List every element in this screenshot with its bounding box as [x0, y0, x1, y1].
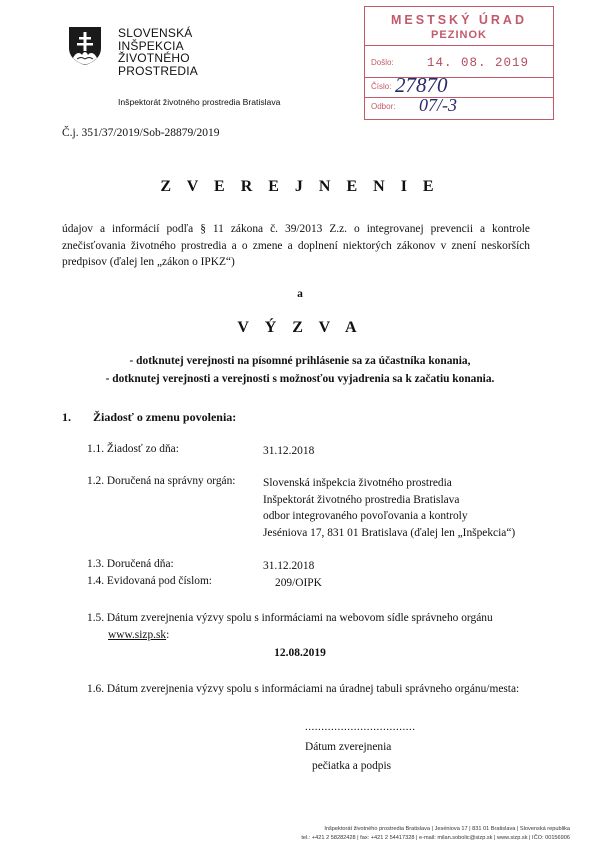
signature-label: Dátum zverejnenia — [305, 741, 392, 753]
stamp-subtitle: PEZINOK — [431, 29, 487, 41]
stamp-title: MESTSKÝ ÚRAD — [390, 13, 527, 27]
stamp-handwritten-department: 07/-3 — [419, 95, 457, 115]
paragraph-board-publication: 1.6. Dátum zverejnenia výzvy spolu s informáciami na úradnej tabuli správneho orgánu/mesta: — [87, 683, 520, 695]
address-line: Slovenská inšpekcia životného prostredia — [263, 477, 452, 489]
registry-stamp — [364, 6, 554, 120]
signature-label: pečiatka a podpis — [312, 760, 392, 772]
stamp-received-label: Došlo: — [371, 58, 394, 67]
paragraph-web-publication — [87, 610, 542, 644]
recipient-address — [263, 475, 515, 541]
paragraph-text: 1.5. Dátum zverejnenia výzvy spolu s informáciami na webovom sídle správneho orgánu — [87, 612, 493, 624]
conjunction: a — [297, 288, 303, 300]
section-number: 1. — [62, 410, 71, 424]
field-label: 1.2. Doručená na správny orgán: — [87, 475, 236, 487]
field-value: 31.12.2018 — [263, 560, 315, 572]
bullet-line: - dotknutej verejnosti a verejnosti s možnosťou vyjadrenia sa k začatiu konania. — [105, 372, 495, 385]
colon: : — [166, 629, 170, 641]
address-line: odbor integrovaného povoľovania a kontroly — [263, 510, 468, 522]
field-label: 1.3. Doručená dňa: — [87, 558, 174, 570]
stamp-divider — [365, 77, 553, 78]
org-line: PROSTREDIA — [118, 63, 199, 78]
address-line: Inšpektorát životného prostredia Bratislava — [263, 493, 460, 506]
stamp-department-label: Odbor: — [371, 102, 396, 111]
field-label: 1.4. Evidovaná pod číslom: — [87, 575, 212, 587]
stamp-divider — [365, 45, 553, 46]
field-label: 1.1. Žiadosť zo dňa: — [87, 443, 179, 455]
signature-dotted-line: .................................. — [305, 721, 416, 733]
org-line: INŠPEKCIA — [118, 38, 184, 53]
field-value: 209/OIPK — [275, 577, 322, 589]
section-title: Žiadosť o zmenu povolenia: — [93, 410, 237, 424]
inspectorate-subtitle: Inšpektorát životného prostredia Bratislava — [118, 97, 281, 107]
stamp-handwritten-number: 27870 — [395, 73, 448, 97]
intro-paragraph: údajov a informácií podľa § 11 zákona č. 39/2013 Z.z. o integrovanej prevencii a kontrole znečisťovania životného prostredia a o zmene a doplnení niektorých zákonov v znení neskorších predpisov (ďalej len „zákon o IPKZ“) — [62, 223, 530, 268]
stamp-divider — [365, 97, 553, 98]
stamp-received-date: 14. 08. 2019 — [427, 56, 530, 70]
footer-contact — [240, 825, 570, 842]
web-publication-date: 12.08.2019 — [274, 647, 326, 659]
reference-number: Č.j. 351/37/2019/Sob-28879/2019 — [62, 127, 220, 139]
org-line: SLOVENSKÁ — [118, 26, 193, 40]
call-bullets — [60, 353, 540, 388]
field-value: 31.12.2018 — [263, 445, 315, 457]
stamp-number-label: Číslo: — [371, 82, 392, 91]
address-line: Jeséniova 17, 831 01 Bratislava (ďalej len „Inšpekcia“) — [263, 526, 516, 539]
coat-of-arms-icon — [68, 26, 102, 66]
footer-line: tel.: +421 2 58282428 | fax: +421 2 54417328 | e-mail: milan.sobolic@sizp.sk | www.sizp.sk | IČO: 00156906 — [301, 834, 570, 841]
bullet-line: - dotknutej verejnosti na písomné prihlásenie sa za účastníka konania, — [129, 355, 471, 367]
call-heading: V Ý Z V A — [237, 319, 363, 336]
org-line: ŽIVOTNÉHO — [118, 51, 190, 65]
footer-line: Inšpektorát životného prostredia Bratislava | Jeséniova 17 | 831 01 Bratislava | Slovenská republika — [324, 826, 570, 832]
website-link[interactable]: www.sizp.sk — [108, 629, 167, 641]
organization-name — [118, 27, 198, 77]
document-title: Z V E R E J N E N I E — [160, 178, 440, 195]
